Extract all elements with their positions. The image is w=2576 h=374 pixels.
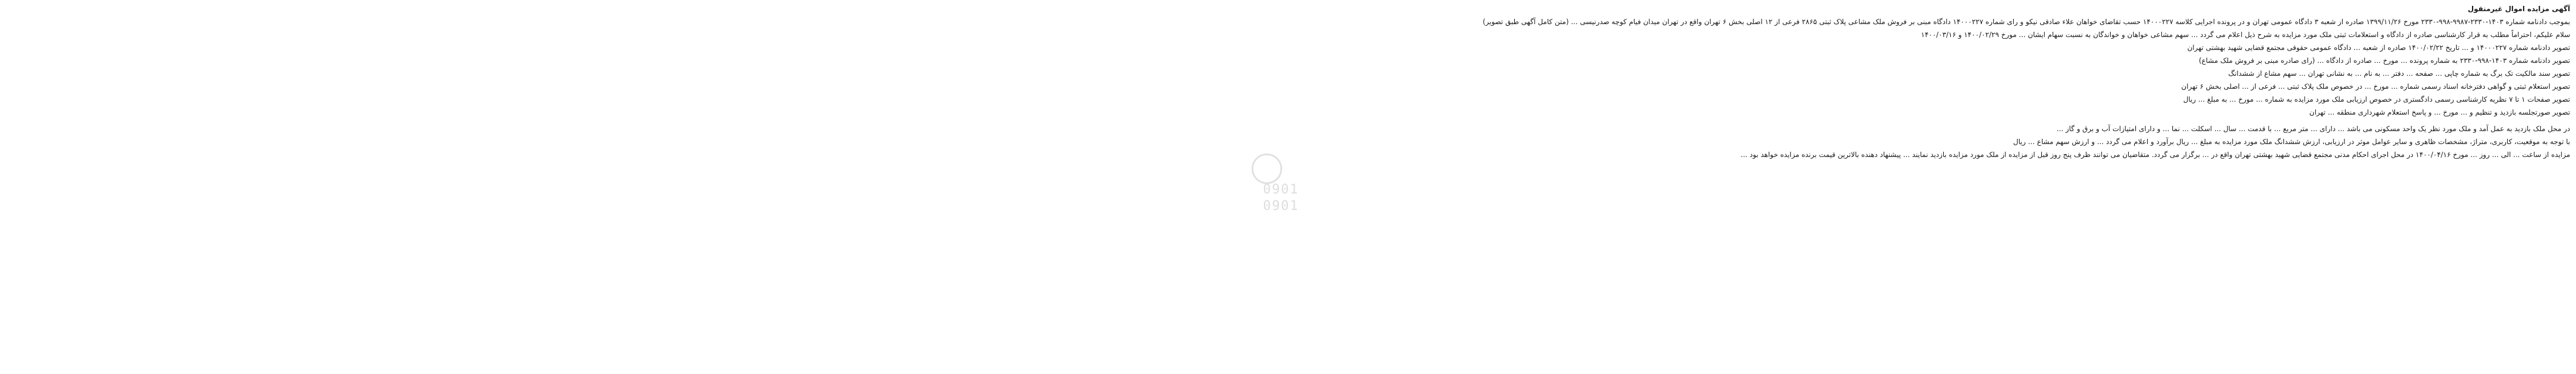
notice-line: تصویر سند مالکیت تک برگ به شماره چاپی ... صفحه ... دفتر ... به نام ... به نشانی تهران ... سهم مشاع از ششدانگ [2228,69,2570,78]
notice-line: سلام علیکم، احتراماً مطلب به قرار کارشناسی صادره از دادگاه و استعلامات ثبتی ملک مورد مزایده به شرح ذیل اعلام می گردد ... سهم مشاعی خواهان و خواندگان به نسبت سهام ایشان ... مورخ ۱۴۰۰/۰۲/۲۹ و ۱۴۰۰/۰۳/۱۶ [1921,31,2570,39]
watermark-text: 0901 [1263,199,1299,213]
notice-line: در محل ملک بازدید به عمل آمد و ملک مورد نظر یک واحد مسکونی می باشد ... دارای ... متر مربع ... با قدمت ... سال ... اسکلت ... نما ... و دارای امتیازات آب و برق و گاز ... [2057,125,2570,133]
notice-line: تصویر دادنامه شماره ۱۴۰۰۰۲۲۷ و ... تاریخ ۱۴۰۰/۰۲/۲۲ صادره از شعبه ... دادگاه عمومی حقوقی مجتمع قضایی شهید بهشتی تهران [2187,44,2570,52]
notice-line: بموجب دادنامه شماره ۱۴۰۳-۲۳۳۰-۹۹۸۷-۹۹۸-۲۳۳۰ مورخ ۱۳۹۹/۱۱/۲۶ صادره از شعبه ۳ دادگاه عمومی تهران و در پرونده اجرایی کلاسه ۱۴۰۰۰۲۲۷ حسب تقاضای خواهان علاء صادقی نیکو و رای شماره ۱۴۰۰۰۲۲۷ دادگاه مبنی بر فروش ملک مشاعی پلاک ثبتی ۲۸۶۵ فرعی از ۱۲ اصلی بخش ۶ تهران واقع در تهران میدان فیام کوچه صدرنیسی ... (متن کامل آگهی طبق تصویر) [1482,18,2570,26]
watermark-text: 0901 [1263,182,1299,197]
notice-line: تصویر صفحات ۱ تا ۷ نظریه کارشناسی رسمی دادگستری در خصوص ارزیابی ملک مورد مزایده به شماره ... مورخ ... به مبلغ ... ریال [2183,95,2570,103]
notice-line: مزایده از ساعت ... الی ... روز ... مورخ ۱۴۰۰/۰۴/۱۶ در محل اجرای احکام مدنی مجتمع قضایی شهید بهشتی تهران واقع در ... برگزار می گردد. متقاضیان می توانند ظرف پنج روز قبل از مزایده از ملک مورد مزایده بازدید نمایند ... پیشنهاد دهنده بالاترین قیمت برنده مزایده خواهد بود ... [1740,151,2570,159]
notice-line: تصویر دادنامه شماره ۱۴۰۳-۹۹۸-۲۳۳۰ به شماره پرونده ... مورخ ... صادره از دادگاه ... (رای صادره مبنی بر فروش ملک مشاع) [2199,56,2570,65]
notice-line: تصویر صورتجلسه بازدید و تنظیم و ... مورخ ... و پاسخ استعلام شهرداری منطقه ... تهران [2309,108,2570,116]
notice-line: با توجه به موقعیت، کاربری، متراژ، مشخصات ظاهری و سایر عوامل موثر در ارزیابی، ارزش ششدانگ ملک مورد مزایده به مبلغ ... ریال برآورد و اعلام می گردد ... و ارزش سهم مشاع ... ریال [2013,138,2570,146]
notice-title: آگهی مزایده اموال غیرمنقول [2467,5,2570,13]
notice-line: تصویر استعلام ثبتی و گواهی دفترخانه اسناد رسمی شماره ... مورخ ... در خصوص ملک پلاک ثبتی ... فرعی از ... اصلی بخش ۶ تهران [2181,82,2570,91]
